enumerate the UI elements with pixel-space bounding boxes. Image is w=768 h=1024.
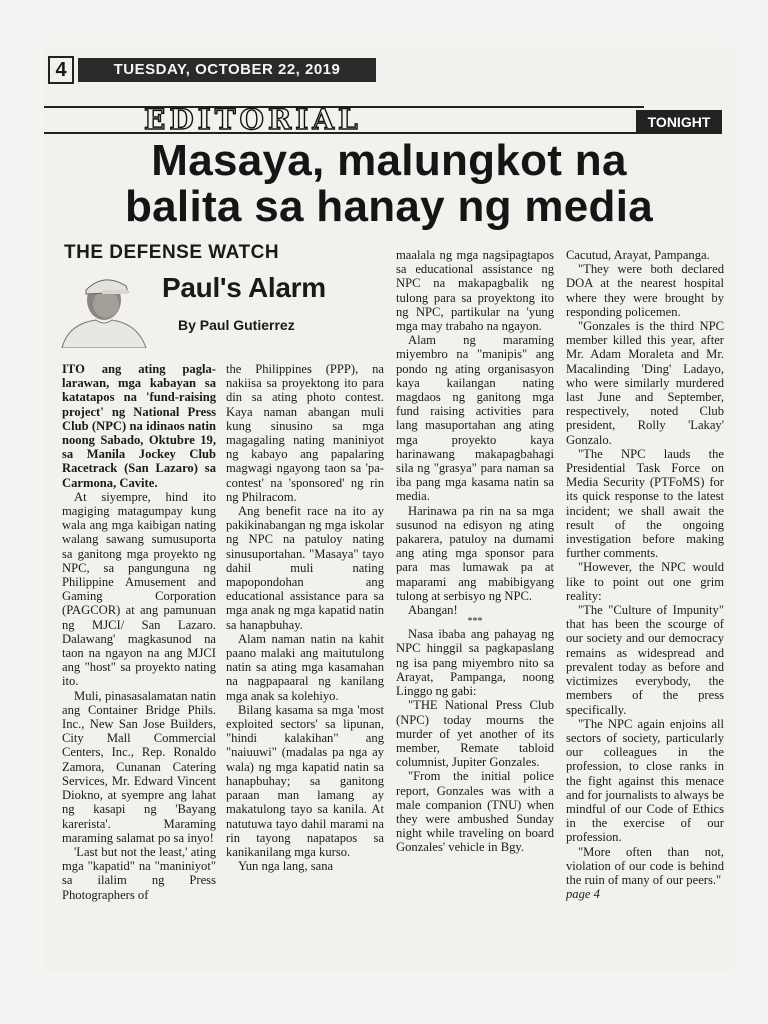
paragraph: "The NPC again enjoins all sectors of society, particularly our colleagues in the profession, to close ranks in the fight against this menace and for journalists to always be mindful of our Code of Ethics in the exercise of our profession. (566, 716, 724, 845)
column-brand: Paul's Alarm (162, 272, 326, 303)
handwritten-note: page 4 (566, 887, 600, 902)
section-title: EDITORIAL (144, 103, 362, 136)
paragraph: Yun nga lang, sana (238, 859, 334, 874)
paragraph: "More often than not, violation of our code is behind the ruin of many of our peers." (566, 844, 724, 887)
paragraph: Ang benefit race na ito ay pakikinabangan ng mga iskolar ng NPC na patuloy nating sinusuportahan. "Masaya" tayo dahil muli nating mapopondohan ang educational assistance para sa mga anak ng mga kapatid natin sa hanapbuhay. (226, 504, 384, 632)
paragraph: "Gonzales is the third NPC member killed this year, after Mr. Adam Moraleta and Mr. Macalinding 'Ding' Ladayo, who were similarly murdered last June and September, respectively, noted Club president, Rolly 'Lakay' Gonzalo. (566, 319, 724, 447)
paragraph: Bilang kasama sa mga 'most exploited sectors' sa lipunan, "hindi kalakihan" ang "naiuuwi" (madalas pa nga ay wala) ng mga kapatid natin sa hanapbuhay; sa ganitong paraan man lamang ay makatulong tayo sa kanila. At natutuwa tayo dahil marami na rin tayong napatapos sa kanikanilang mga kurso. (226, 702, 384, 859)
paragraph: "They were both declared DOA at the nearest hospital where they were brought by responding policemen. (566, 262, 724, 319)
paragraph: Nasa ibaba ang pahayag ng NPC hinggil sa pagkapaslang ng isa pang miyembro nito sa Arayat, Pampanga, noong Linggo ng gabi: (396, 627, 554, 699)
columnist-photo (58, 268, 148, 348)
paragraph: At siyempre, hind ito magiging matagumpay kung wala ang mga kaibigan nating walang sawang sumusuporta sa ganitong mga proyekto ng NPC, sa pangunguna ng Philippine Amusement and Gaming Corporation (PAGCOR) at ang pamunuan ng MJCI/ San Lazaro. Dalawang' magkasunod na taon na ngayon na ang MJCI ang "host" sa proyekto nating ito. (62, 489, 216, 689)
article-column-2 (226, 362, 384, 873)
paragraph: maalala ng mga nagsipagtapos sa educational assistance ng NPC na makapagbalik ng tulong para sa proyektong ito ng NPC, partikular na 'yung mga may trabaho na ngayon. (396, 248, 554, 334)
paragraph: 'Last but not the least,' ating mga "kapatid" na "maniniyot" sa ilalim ng Press Photographers of (62, 844, 216, 902)
section-banner (44, 102, 734, 138)
section-separator: *** (467, 616, 483, 628)
lead-paragraph: ITO ang ating pagla-larawan, mga kabayan sa katatapos na 'fund-raising project' ng National Press Club (NPC) na idinaos natin noong Sabado, Oktubre 19, sa Manila Jockey Club Racetrack (San Lazaro) sa Carmona, Cavite. (62, 362, 216, 490)
paragraph: "The NPC lauds the Presidential Task Force on Media Security (PTFoMS) for its quick response to the latest incident; we shall await the result of the ongoing investigation before making further comments. (566, 446, 724, 561)
article-column-3 (396, 248, 554, 855)
column-header (58, 242, 388, 350)
byline: By Paul Gutierrez (178, 317, 295, 333)
page-header (48, 56, 378, 84)
paragraph: Alam naman natin na kahit paano malaki ang maitutulong natin sa ating mga kasamahan na nagpapaaral ng kanilang mga anak sa kolehiyo. (226, 631, 384, 703)
newspaper-page (44, 46, 734, 972)
paragraph: Alam ng maraming miyembro na "manipis" ang pondo ng ating organisasyon kaya kailangan nating magdaos ng ganitong mga fund raising activities para lang masuportahan ang ating mga proyekto kaya harinawang makapagbahagi sila ng "grasya" para naman sa iba pang mga kasama natin sa media. (396, 333, 554, 504)
page-number: 4 (48, 56, 74, 84)
paragraph: "From the initial police report, Gonzales was with a male companion (TNU) when they were ambushed Sunday night while traveling on board Gonzales' vehicle in Bgy. (396, 769, 554, 855)
paragraph: "However, the NPC would like to point out one grim reality: (566, 560, 724, 603)
issue-date: TUESDAY, OCTOBER 22, 2019 (78, 58, 376, 82)
paragraph: "The "Culture of Impunity" that has been the scourge of our society and our democracy remains as widespread and prevalent today as before and victimizes everybody, the members of the press specifically. (566, 603, 724, 717)
article-column-4 (566, 248, 724, 901)
article-column-1 (62, 362, 216, 902)
paragraph: Harinawa pa rin na sa mga susunod na edisyon ng ating pakarera, patuloy na dumami ang ating mga sponsor para para mas lumawak pa at maparami ang mabibigyang tulong at serbisyo ng NPC. (396, 503, 554, 603)
publication-tag: TONIGHT (636, 110, 722, 134)
paragraph: Cacutud, Arayat, Pampanga. (566, 248, 710, 262)
column-name: THE DEFENSE WATCH (64, 242, 280, 263)
paragraph: "THE National Press Club (NPC) today mourns the murder of yet another of its member, Remate tabloid columnist, Jupiter Gonzales. (396, 698, 554, 770)
paragraph: Muli, pinasasalamatan natin ang Container Bridge Phils. Inc., New San Jose Builders, City Mall Commercial Centers, Inc., Rep. Ronaldo Zamora, Cunanan Catering Services, Mr. Edward Vincent Diokno, at syempre ang lahat ng kasapi ng 'Bayang karerista'. Maraming maraming salamat po sa inyo! (62, 688, 216, 845)
paragraph: the Philippines (PPP), na nakiisa sa proyektong ito para din sa ating photo contest. Kaya naman abangan muli kung sinusino sa mga magagaling nating maniniyot ng kabayo ang papalaring magwagi ngayong taon sa 'pa-contest' na 'sponsored' ng rin ng Philracom. (226, 362, 384, 504)
headline (44, 138, 734, 230)
headline-line-1: Masaya, malungkot na (151, 136, 627, 185)
headline-line-2: balita sa hanay ng media (124, 182, 654, 231)
paragraph: Abangan! (408, 603, 458, 618)
